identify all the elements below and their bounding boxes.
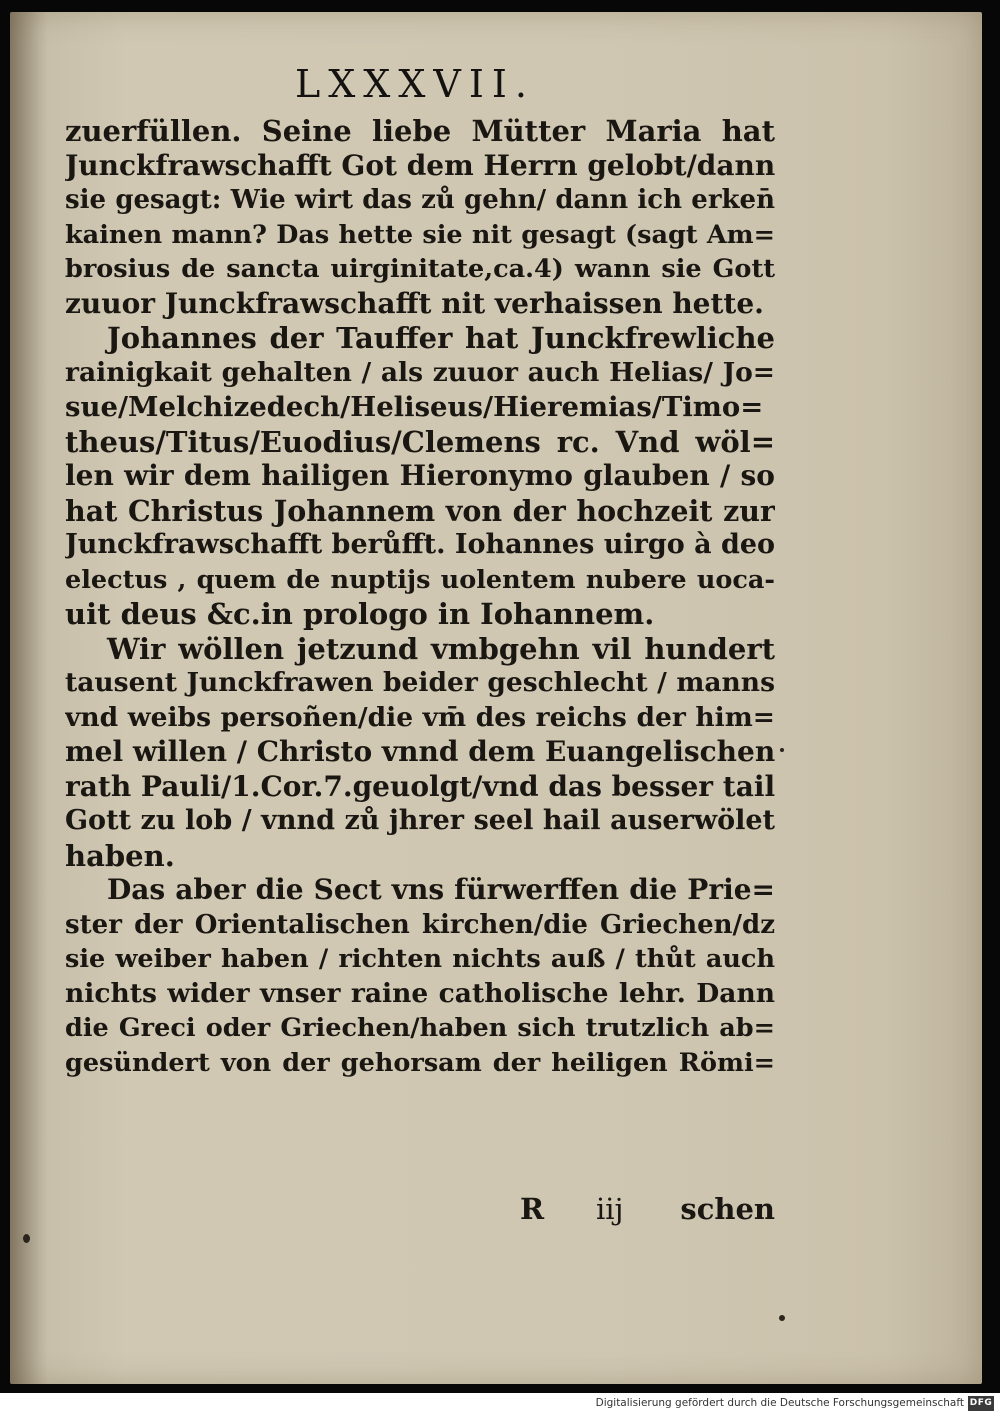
text-line: nichts wider vnser raine catholische lehr. Dann [65,977,775,1009]
ink-speck [23,1234,30,1243]
text-line: sie gesagt: Wie wirt das zů gehn/ dann ich erken̄ [65,185,775,215]
text-line: hat Christus Johannem von der hochzeit zur [65,493,775,528]
text-line: Junckfrawschafft berůfft. Iohannes uirgo à deo [65,529,775,560]
text-line: Wir wöllen jetzund vmbgehn vil hundert [107,631,775,666]
text-line: uit deus &c.in prologo in Iohannem. [65,597,655,631]
folio-number: LXXXVII. [295,62,535,106]
text-line: electus , quem de nuptijs uolentem nubere uoca- [65,564,775,595]
text-line: Junckfrawschafft Got dem Herrn gelobt/dann [65,148,775,182]
text-line: kainen mann? Das hette sie nit gesagt (sagt Am= [65,219,775,250]
text-line: zuerfüllen. Seine liebe Mütter Maria hat [65,114,775,148]
text-line: rainigkait gehalten / als zuuor auch Helias/ Jo= [65,356,775,388]
catchword: schen [680,1192,775,1226]
signature-mark: R [520,1192,545,1226]
body-text [65,114,775,1080]
ink-speck [780,748,784,752]
text-line: vnd weibs persoñen/die vm̄ des reichs der him= [65,701,775,733]
footer-credit: Digitalisierung gefördert durch die Deutsche Forschungsgemeinschaft [595,1397,964,1409]
text-line: ster der Orientalischen kirchen/die Griechen/dz [65,909,775,940]
digitization-footer [0,1393,1000,1415]
text-line: brosius de sancta uirginitate,ca.4) wann sie Gott [65,254,775,284]
text-line: mel willen / Christo vnnd dem Euangelischen [65,735,775,768]
text-line: zuuor Junckfrawschafft nit verhaissen hette. [65,286,764,320]
text-line: Gott zu lob / vnnd zů jhrer seel hail auserwölet [65,805,775,836]
text-line: sie weiber haben / richten nichts auß / thůt auch [65,944,775,974]
page-footer-line [520,1192,775,1232]
text-line: Das aber die Sect vns fürwerffen die Prie= [107,873,775,906]
text-line: Johannes der Tauffer hat Junckfrewliche [107,321,775,355]
signature-number: iij [596,1192,624,1226]
paper-page [10,12,982,1384]
dfg-logo-icon: DFG [968,1396,994,1411]
ink-speck [779,1315,785,1321]
text-line: haben. [65,838,175,873]
text-line: sue/Melchizedech/Heliseus/Hieremias/Timo= [65,391,764,423]
text-line: gesündert von der gehorsam der heiligen Römi= [65,1047,775,1078]
text-line: theus/Titus/Euodius/Clemens rc. Vnd wöl= [65,424,775,459]
text-line: tausent Junckfrawen beider geschlecht / manns [65,667,775,698]
text-line: len wir dem hailigen Hieronymo glauben / so [65,459,775,492]
text-line: rath Pauli/1.Cor.7.geuolgt/vnd das besser tail [65,769,775,803]
text-line: die Greci oder Griechen/haben sich trutzlich ab= [65,1013,775,1043]
